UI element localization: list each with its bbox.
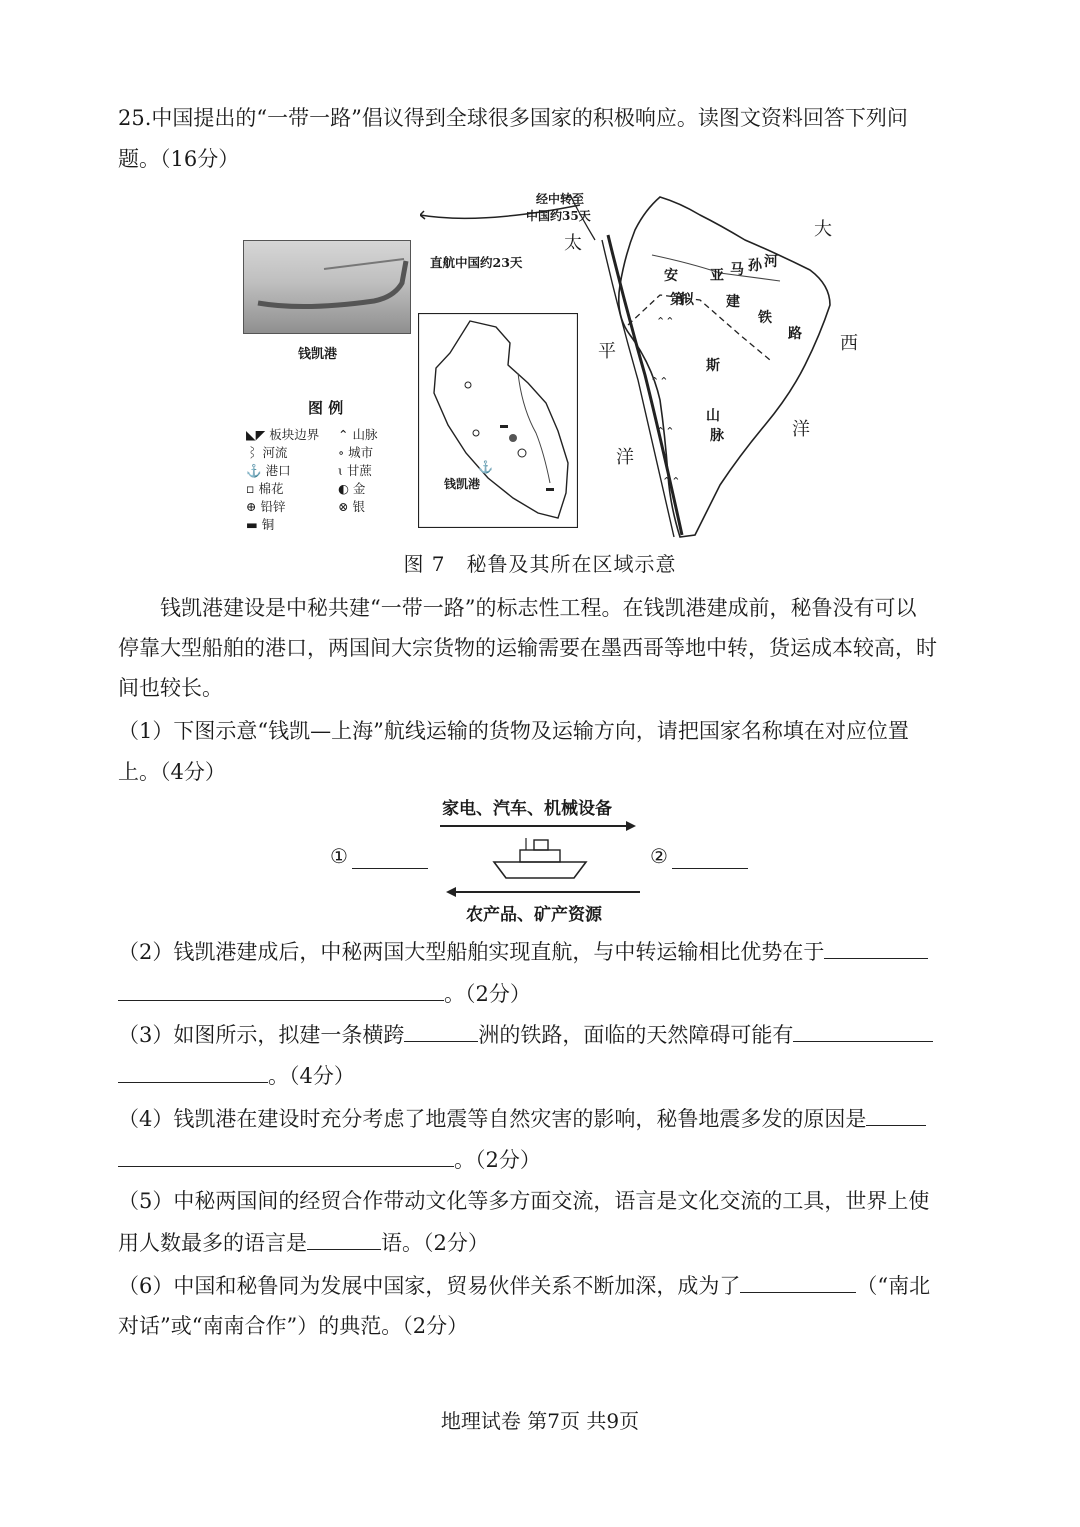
route-transfer-label-2: 中国约35天 xyxy=(526,209,591,223)
legend-river: ⌇ 河流 xyxy=(246,445,288,460)
legend-gold: ◐ 金 xyxy=(338,481,366,496)
legend-cotton: ▫ 棉花 xyxy=(246,481,284,496)
cane-icon: ɩ xyxy=(338,463,343,478)
trade-route-diagram xyxy=(320,790,760,925)
rail-char-2: 建 xyxy=(726,294,740,310)
legend-silver: ⊗ 银 xyxy=(338,499,365,514)
q4-blank-a[interactable] xyxy=(866,1103,926,1126)
page-footer: 地理试卷 第7页 共9页 xyxy=(440,1409,640,1433)
river-icon: ⌇ xyxy=(246,445,259,460)
city-icon: ∘ xyxy=(338,445,345,460)
pacific-char-1: 太 xyxy=(564,233,582,254)
amazon-char-1: 亚 xyxy=(710,268,724,284)
amazon-char-4: 河 xyxy=(764,254,778,270)
q6-line1: （6）中国和秘鲁同为发展中国家，贸易伙伴关系不断加深，成为了 （“南北 xyxy=(118,1270,930,1301)
andes-char-5: 脉 xyxy=(710,428,724,444)
figure-7 xyxy=(240,185,860,545)
plate-boundary-icon: ◣◤ xyxy=(246,427,266,442)
rail-char-4: 路 xyxy=(788,326,802,342)
figure-caption: 图 7 秘鲁及其所在区域示意 xyxy=(403,552,677,576)
svg-text:⌃⌃: ⌃⌃ xyxy=(656,425,675,438)
cotton-icon: ▫ xyxy=(246,481,255,496)
right-arrow xyxy=(440,820,640,832)
route-transfer-label: 经中转至 xyxy=(536,192,585,206)
port-icon: ⚓ xyxy=(246,463,262,478)
legend-title: 图 例 xyxy=(308,399,344,417)
q3-blank-c[interactable] xyxy=(118,1060,268,1083)
q3-blank-b[interactable] xyxy=(793,1019,933,1042)
pacific-char-2: 平 xyxy=(598,341,616,362)
slot-2-blank[interactable] xyxy=(672,846,748,869)
photo-label: 钱凯港 xyxy=(298,347,338,362)
south-america-map xyxy=(420,185,860,545)
q3-line1: （3）如图所示，拟建一条横跨 洲的铁路，面临的天然障碍可能有 xyxy=(118,1019,933,1050)
q6-line2: 对话”或“南南合作”）的典范。（2分） xyxy=(118,1314,469,1338)
legend-plate-boundary: ◣◤ 板块边界 xyxy=(246,427,320,442)
q2-line1: （2）钱凯港建成后，中秘两国大型船舶实现直航，与中转运输相比优势在于 xyxy=(118,936,928,967)
exports-to-china-label: 农产品、矿产资源 xyxy=(466,905,602,925)
gold-icon: ◐ xyxy=(338,481,349,496)
question-25-line1: 25.中国提出的“一带一路”倡议得到全球很多国家的积极响应。读图文资料回答下列问 xyxy=(118,106,908,130)
q2-blank-a[interactable] xyxy=(824,936,928,959)
q1-line2: 上。（4分） xyxy=(118,760,226,784)
slot-1-marker: ① xyxy=(330,844,348,868)
slot-1-blank[interactable] xyxy=(352,846,428,869)
pacific-char-3: 洋 xyxy=(616,447,634,468)
atlantic-char-1: 大 xyxy=(814,219,832,240)
paragraph-1-line2: 停靠大型船舶的港口，两国间大宗货物的运输需要在墨西哥等地中转，货运成本较高，时 xyxy=(118,636,937,660)
q3-blank-a[interactable] xyxy=(404,1019,478,1042)
legend-city: ∘ 城市 xyxy=(338,445,374,460)
andes-char-1: 安 xyxy=(664,268,678,284)
amazon-char-2: 马 xyxy=(730,262,744,278)
silver-icon: ⊗ xyxy=(338,499,349,514)
slot-2-marker: ② xyxy=(650,844,668,868)
mountain-icon: ⌃ xyxy=(338,427,349,442)
q2-blank-b[interactable] xyxy=(118,978,444,1001)
q5-blank[interactable] xyxy=(307,1227,381,1250)
q5-line2: 用人数最多的语言是 语。（2分） xyxy=(118,1227,489,1258)
q1-line1: （1）下图示意“钱凯—上海”航线运输的货物及运输方向，请把国家名称填在对应位置 xyxy=(118,719,909,743)
andes-char-3: 斯 xyxy=(706,358,720,374)
svg-text:⚓: ⚓ xyxy=(478,460,493,474)
q4-line2: 。（2分） xyxy=(118,1144,541,1175)
rail-char-1: 拟 xyxy=(680,292,694,308)
copper-icon: ▬ xyxy=(246,517,258,532)
inset-label: 钱凯港 xyxy=(444,477,481,491)
paragraph-1-line3: 间也较长。 xyxy=(118,676,223,700)
svg-text:⌃⌃: ⌃⌃ xyxy=(650,375,669,388)
atlantic-char-2: 西 xyxy=(840,333,858,354)
legend-copper: ▬ 铜 xyxy=(246,517,275,532)
svg-text:⌃⌃: ⌃⌃ xyxy=(656,315,675,328)
q6-blank[interactable] xyxy=(740,1270,856,1293)
leadzinc-icon: ⊕ xyxy=(246,499,257,514)
q2-line2: 。（2分） xyxy=(118,978,531,1009)
paragraph-1-line1: 钱凯港建设是中秘共建“一带一路”的标志性工程。在钱凯港建成前，秘鲁没有可以 xyxy=(160,596,917,620)
left-arrow xyxy=(444,886,644,898)
route-direct-label: 直航中国约23天 xyxy=(430,255,523,270)
legend-mountain: ⌃ 山脉 xyxy=(338,427,378,442)
svg-text:⌃⌃: ⌃⌃ xyxy=(662,475,681,488)
andes-char-4: 山 xyxy=(706,408,720,424)
q5-line1: （5）中秘两国间的经贸合作带动文化等多方面交流，语言是文化交流的工具，世界上使 xyxy=(118,1189,930,1213)
legend-port: ⚓ 港口 xyxy=(246,463,291,478)
q3-line2: 。（4分） xyxy=(118,1060,355,1091)
amazon-char-3: 孙 xyxy=(748,258,762,274)
q4-blank-b[interactable] xyxy=(118,1144,454,1167)
legend-leadzinc: ⊕ 铅锌 xyxy=(246,499,286,514)
question-25-line2: 题。（16分） xyxy=(118,147,240,171)
atlantic-char-3: 洋 xyxy=(792,419,810,440)
qiankai-port-photo xyxy=(243,240,411,334)
rail-char-3: 铁 xyxy=(758,310,772,326)
exports-to-peru-label: 家电、汽车、机械设备 xyxy=(442,799,612,819)
ship-icon xyxy=(490,832,590,882)
q4-line1: （4）钱凯港在建设时充分考虑了地震等自然灾害的影响，秘鲁地震多发的原因是 xyxy=(118,1103,926,1134)
andes-char-2: 第 xyxy=(670,292,684,308)
legend-cane: ɩ 甘蔗 xyxy=(338,463,372,478)
